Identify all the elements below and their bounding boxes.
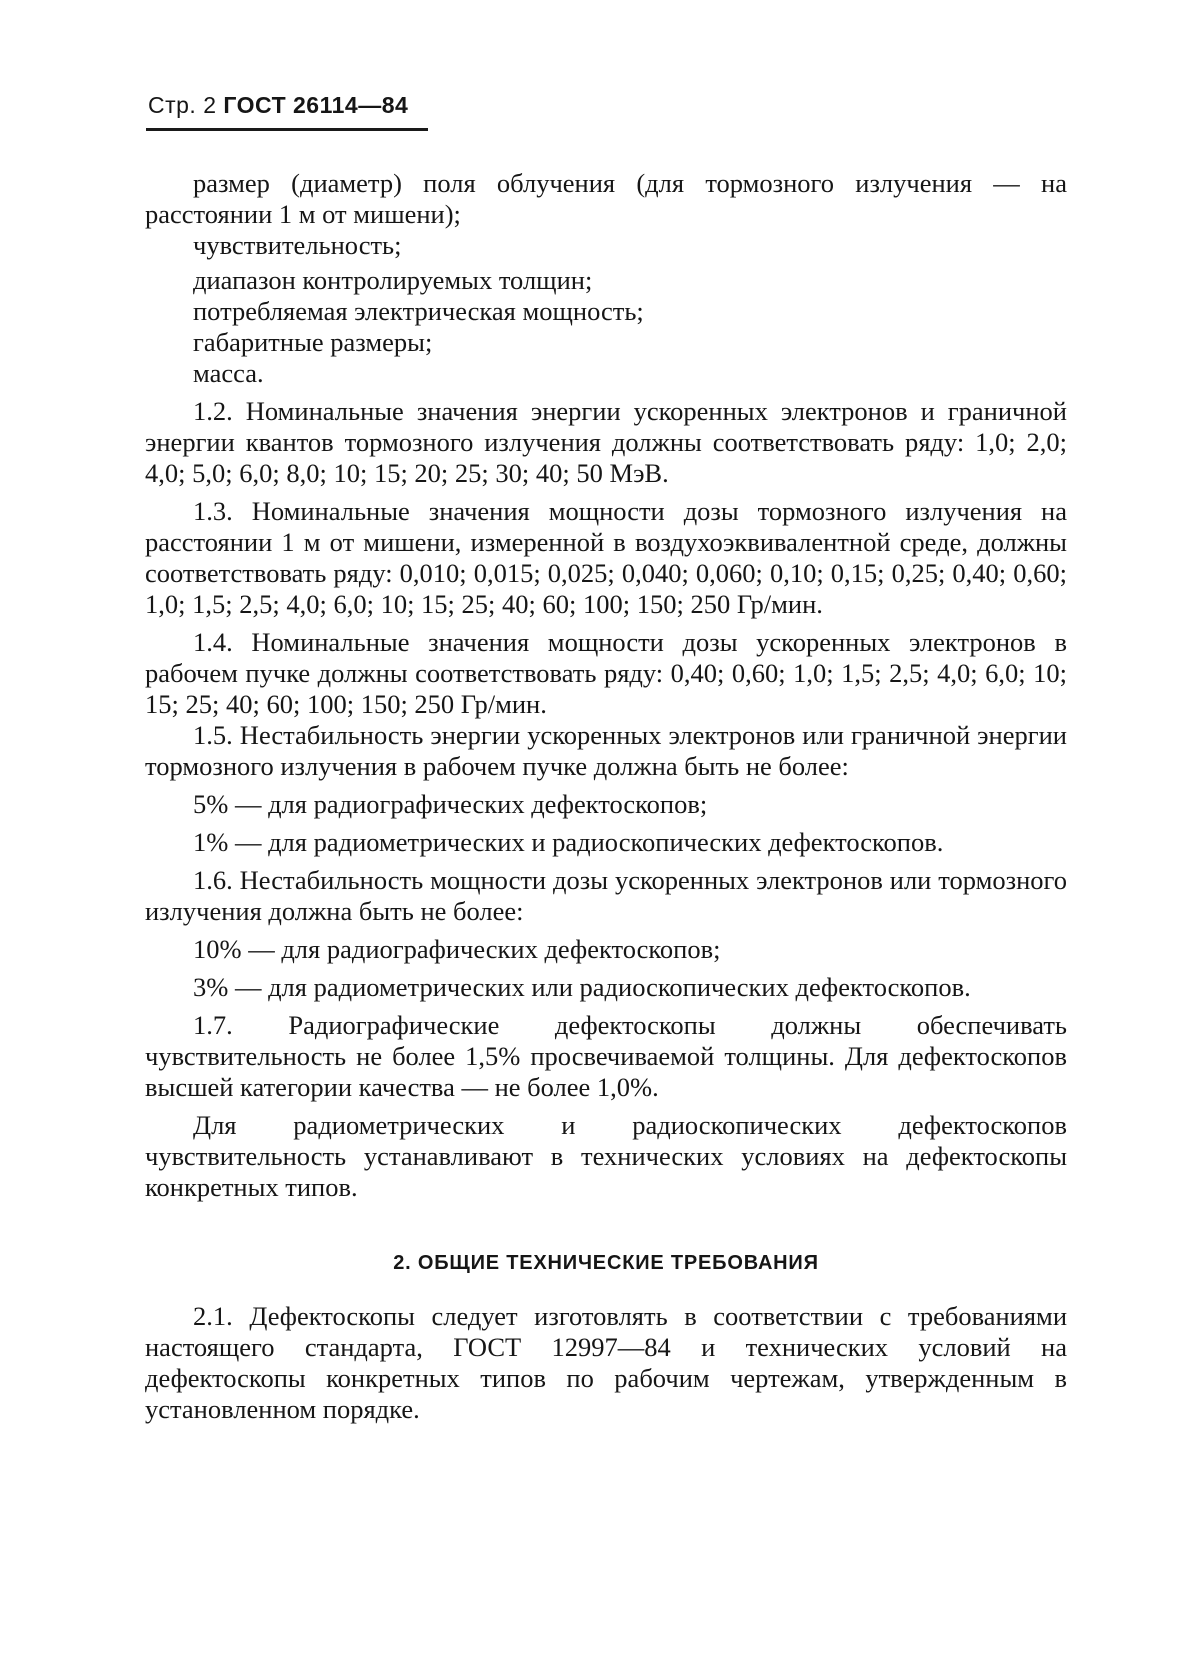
page-header <box>148 92 408 119</box>
clause-1-5-item-radiometric: 1% — для радиометрических и радиоскопических дефектоскопов. <box>193 827 944 857</box>
paragraph-irradiation-field: размер (диаметр) поля облучения (для тормозного излучения — на расстоянии 1 м от мишени); <box>145 168 1067 229</box>
document-body <box>145 168 1067 1425</box>
clause-1-6-item-radiometric: 3% — для радиометрических или радиоскопических дефектоскопов. <box>193 972 971 1002</box>
clause-1-7-continued: Для радиометрических и радиоскопических дефектоскопов чувствительность устанавливают в технических условиях на дефектоскопы конкретных типов. <box>145 1110 1067 1202</box>
clause-1-5-item-radiographic: 5% — для радиографических дефектоскопов; <box>193 789 708 819</box>
clause-2-1: 2.1. Дефектоскопы следует изготовлять в соответствии с требованиями настоящего стандарта, ГОСТ 12997—84 и технических условий на дефектоскопы конкретных типов по рабочим чертежам, утвержденным в установленном порядке. <box>145 1301 1067 1424</box>
clause-1-4: 1.4. Номинальные значения мощности дозы ускоренных электронов в рабочем пучке должны соответствовать ряду: 0,40; 0,60; 1,0; 1,5; 2,5; 4,0; 6,0; 10; 15; 25; 40; 60; 100; 150; 250 Гр/мин. <box>145 627 1067 719</box>
page-number: Стр. 2 <box>148 92 217 118</box>
paragraph-thickness-range: диапазон контролируемых толщин; <box>193 265 593 295</box>
clause-1-7: 1.7. Радиографические дефектоскопы должны обеспечивать чувствительность не более 1,5% просвечиваемой толщины. Для дефектоскопов высшей категории качества — не более 1,0%. <box>145 1010 1067 1102</box>
header-rule <box>146 128 428 131</box>
paragraph-mass: масса. <box>193 358 264 388</box>
paragraph-dimensions: габаритные размеры; <box>193 327 433 357</box>
paragraph-sensitivity: чувствительность; <box>193 230 402 260</box>
clause-1-5: 1.5. Нестабильность энергии ускоренных электронов или граничной энергии тормозного излучения в рабочем пучке должна быть не более: <box>145 720 1067 781</box>
standard-number: ГОСТ 26114—84 <box>223 92 409 118</box>
section-title: 2. ОБЩИЕ ТЕХНИЧЕСКИЕ ТРЕБОВАНИЯ <box>393 1252 819 1274</box>
clause-1-6: 1.6. Нестабильность мощности дозы ускоренных электронов или тормозного излучения должна быть не более: <box>145 865 1067 926</box>
paragraph-power-consumption: потребляемая электрическая мощность; <box>193 296 644 326</box>
clause-1-3: 1.3. Номинальные значения мощности дозы тормозного излучения на расстоянии 1 м от мишени, измеренной в воздухоэквивалентной среде, должны соответствовать ряду: 0,010; 0,015; 0,025; 0,040; 0,060; 0,10; 0,15; 0,25; 0,40; 0,60; 1,0; 1,5; 2,5; 4,0; 6,0; 10; 15; 25; 40; 60; 100; 150; 250 Гр/мин. <box>145 496 1067 619</box>
clause-1-2: 1.2. Номинальные значения энергии ускоренных электронов и граничной энергии квантов тормозного излучения должны соответствовать ряду: 1,0; 2,0; 4,0; 5,0; 6,0; 8,0; 10; 15; 20; 25; 30; 40; 50 МэВ. <box>145 396 1067 488</box>
clause-1-6-item-radiographic: 10% — для радиографических дефектоскопов; <box>193 934 721 964</box>
